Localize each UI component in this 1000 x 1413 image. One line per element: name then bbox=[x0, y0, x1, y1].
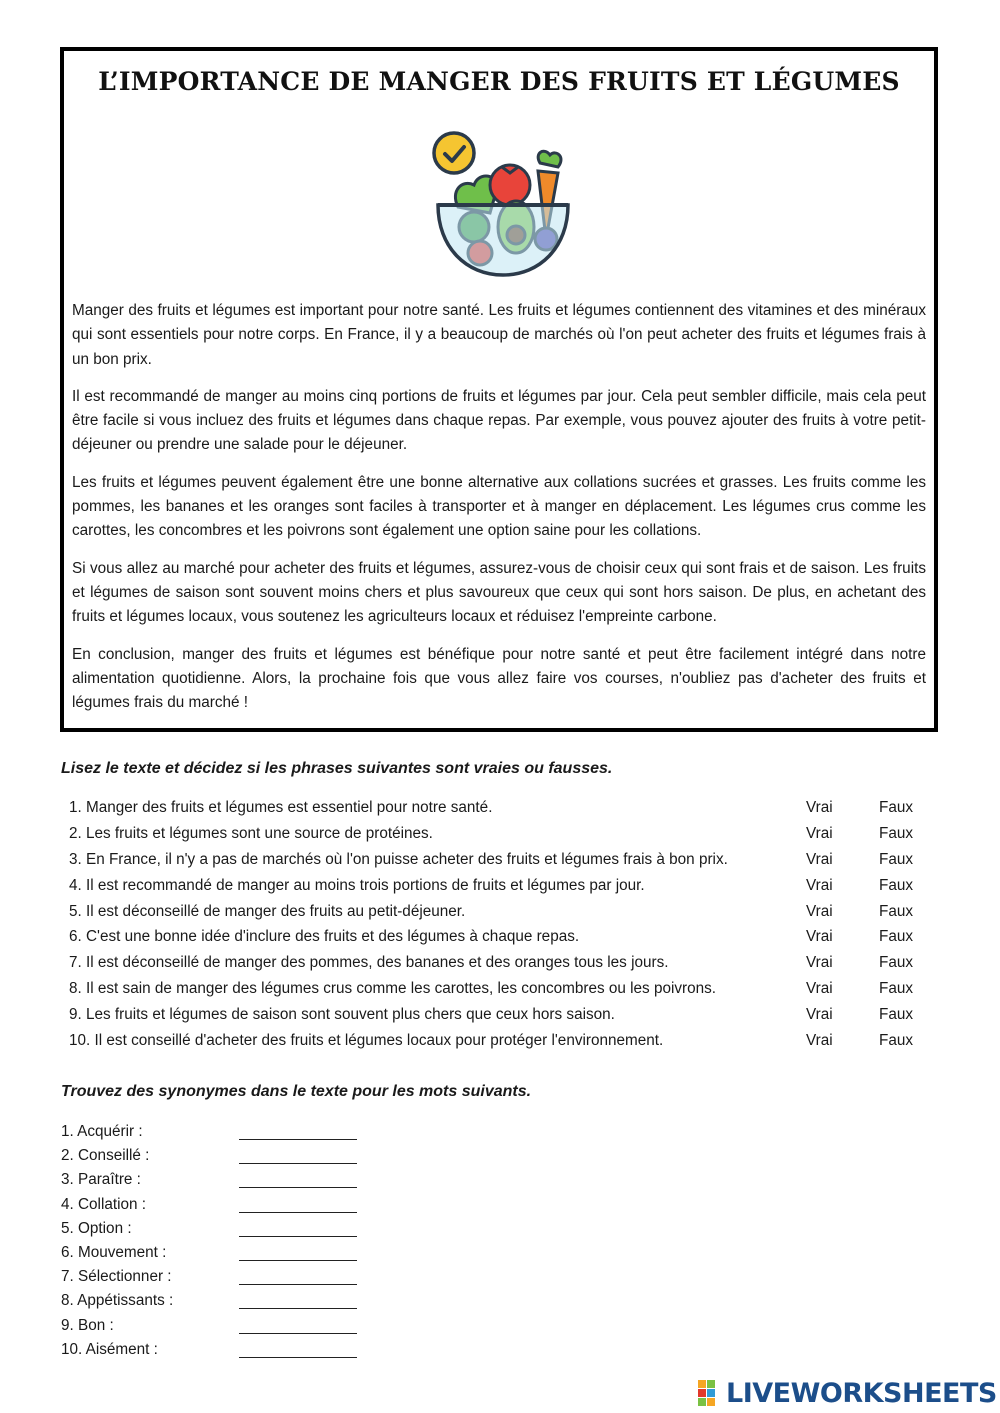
vrai-option[interactable]: Vrai bbox=[806, 980, 833, 998]
faux-option[interactable]: Faux bbox=[879, 980, 914, 998]
article-frame bbox=[60, 47, 938, 732]
list-item bbox=[61, 1339, 461, 1363]
answer-blank[interactable] bbox=[239, 1284, 357, 1285]
synonym-prompt: 4. Collation : bbox=[61, 1195, 147, 1213]
list-item bbox=[61, 978, 931, 1004]
statement: 1. Manger des fruits et légumes est essentiel pour notre santé. bbox=[69, 799, 493, 816]
faux-option[interactable]: Faux bbox=[879, 928, 914, 946]
list-item bbox=[61, 1290, 461, 1314]
synonyms-instruction: Trouvez des synonymes dans le texte pour les mots suivants. bbox=[61, 1083, 532, 1100]
synonym-prompt: 10. Aisément : bbox=[61, 1340, 158, 1358]
liveworksheets-logo-icon bbox=[698, 1380, 724, 1406]
vrai-option[interactable]: Vrai bbox=[806, 824, 833, 842]
statement: 6. C'est une bonne idée d'inclure des fruits et des légumes à chaque repas. bbox=[69, 928, 580, 946]
list-item bbox=[61, 1218, 461, 1242]
faux-option[interactable]: Faux bbox=[879, 1006, 914, 1024]
list-item bbox=[61, 823, 931, 849]
statement: 8. Il est sain de manger des légumes crus comme les carottes, les concombres ou les poivrons. bbox=[69, 980, 717, 998]
true-false-list bbox=[61, 797, 931, 1056]
list-item bbox=[61, 797, 931, 823]
list-item bbox=[61, 1121, 461, 1145]
synonyms-list bbox=[61, 1121, 461, 1363]
statement: 2. Les fruits et légumes sont une source de protéines. bbox=[69, 824, 433, 842]
faux-option[interactable]: Faux bbox=[879, 799, 914, 816]
list-item bbox=[61, 952, 931, 978]
faux-option[interactable]: Faux bbox=[879, 824, 914, 842]
answer-blank[interactable] bbox=[239, 1212, 357, 1213]
faux-option[interactable]: Faux bbox=[879, 876, 914, 894]
list-item bbox=[61, 926, 931, 952]
list-item bbox=[61, 1242, 461, 1266]
answer-blank[interactable] bbox=[239, 1236, 357, 1237]
list-item bbox=[61, 1169, 461, 1193]
synonym-prompt: 9. Bon : bbox=[61, 1316, 114, 1334]
list-item bbox=[61, 1004, 931, 1030]
statement: 4. Il est recommandé de manger au moins trois portions de fruits et légumes par jour. bbox=[69, 876, 645, 894]
salad-bowl-with-checkmark-icon bbox=[428, 129, 578, 279]
answer-blank[interactable] bbox=[239, 1163, 357, 1164]
synonym-prompt: 2. Conseillé : bbox=[61, 1147, 150, 1165]
vrai-option[interactable]: Vrai bbox=[806, 876, 833, 894]
vrai-option[interactable]: Vrai bbox=[806, 954, 833, 972]
paragraph: Il est recommandé de manger au moins cinq portions de fruits et légumes par jour. Cela peut sembler difficile, mais cela peut être facile si vous incluez des fruits et légumes dans chaque repas. Par exemple, vous pouvez ajouter des fruits à votre petit-déjeuner ou prendre une salade pour le déjeuner. bbox=[72, 387, 926, 454]
list-item bbox=[61, 849, 931, 875]
statement: 10. Il est conseillé d'acheter des fruits et légumes locaux pour protéger l'environnement. bbox=[69, 1032, 664, 1050]
vrai-option[interactable]: Vrai bbox=[806, 902, 833, 920]
paragraph: Manger des fruits et légumes est important pour notre santé. Les fruits et légumes contiennent des vitamines et des minéraux qui sont essentiels pour notre corps. En France, il y a beaucoup de marchés où l'on peut acheter des fruits et légumes frais à un bon prix. bbox=[72, 302, 926, 368]
paragraph: Les fruits et légumes peuvent également être une bonne alternative aux collations sucrées et grasses. Les fruits comme les pommes, les bananes et les oranges sont faciles à transporter et à manger en déplacement. Les légumes crus comme les carottes, les concombres et les poivrons sont également une option saine pour les collations. bbox=[72, 473, 926, 540]
list-item bbox=[61, 1194, 461, 1218]
list-item bbox=[61, 1030, 931, 1056]
list-item bbox=[61, 1315, 461, 1339]
answer-blank[interactable] bbox=[239, 1260, 357, 1261]
vrai-option[interactable]: Vrai bbox=[806, 928, 833, 946]
synonym-prompt: 8. Appétissants : bbox=[61, 1292, 174, 1310]
synonym-prompt: 1. Acquérir : bbox=[61, 1123, 143, 1140]
answer-blank[interactable] bbox=[239, 1187, 357, 1188]
true-false-instruction: Lisez le texte et décidez si les phrases suivantes sont vraies ou fausses. bbox=[61, 760, 613, 777]
answer-blank[interactable] bbox=[239, 1333, 357, 1334]
article-body bbox=[72, 299, 926, 728]
paragraph: En conclusion, manger des fruits et légumes est bénéfique pour notre santé et peut être facilement intégré dans notre alimentation quotidienne. Alors, la prochaine fois que vous allez faire vos courses, n'oubliez pas d'acheter des fruits et légumes frais du marché ! bbox=[72, 645, 926, 712]
statement: 5. Il est déconseillé de manger des fruits au petit-déjeuner. bbox=[69, 902, 466, 920]
paragraph: Si vous allez au marché pour acheter des fruits et légumes, assurez-vous de choisir ceux qui sont frais et de saison. Les fruits et légumes de saison sont souvent moins chers et plus savoureux que ceux qui sont hors saison. De plus, en achetant des fruits et légumes locaux, vous soutenez les agriculteurs locaux et réduisez l'empreinte carbone. bbox=[72, 559, 926, 626]
list-item bbox=[61, 875, 931, 901]
vrai-option[interactable]: Vrai bbox=[806, 1032, 833, 1050]
vrai-option[interactable]: Vrai bbox=[806, 850, 833, 868]
faux-option[interactable]: Faux bbox=[879, 902, 914, 920]
vrai-option[interactable]: Vrai bbox=[806, 1006, 833, 1024]
list-item bbox=[61, 1145, 461, 1169]
answer-blank[interactable] bbox=[239, 1139, 357, 1140]
brand-name: LIVEWORKSHEETS bbox=[726, 1377, 997, 1409]
synonym-prompt: 7. Sélectionner : bbox=[61, 1268, 172, 1286]
synonym-prompt: 5. Option : bbox=[61, 1219, 132, 1237]
faux-option[interactable]: Faux bbox=[879, 1032, 914, 1050]
statement: 3. En France, il n'y a pas de marchés où l'on puisse acheter des fruits et légumes frais à bon prix. bbox=[69, 850, 728, 868]
synonym-prompt: 3. Paraître : bbox=[61, 1171, 141, 1189]
faux-option[interactable]: Faux bbox=[879, 850, 914, 868]
list-item bbox=[61, 901, 931, 927]
answer-blank[interactable] bbox=[239, 1308, 357, 1309]
article-title: L’IMPORTANCE DE MANGER DES FRUITS ET LÉGUMES bbox=[98, 67, 900, 96]
answer-blank[interactable] bbox=[239, 1357, 357, 1358]
vrai-option[interactable]: Vrai bbox=[806, 799, 833, 816]
statement: 9. Les fruits et légumes de saison sont souvent plus chers que ceux hors saison. bbox=[69, 1006, 615, 1024]
liveworksheets-brand bbox=[698, 1378, 997, 1408]
faux-option[interactable]: Faux bbox=[879, 954, 914, 972]
synonym-prompt: 6. Mouvement : bbox=[61, 1243, 167, 1261]
statement: 7. Il est déconseillé de manger des pommes, des bananes et des oranges tous les jours. bbox=[69, 954, 669, 972]
list-item bbox=[61, 1266, 461, 1290]
